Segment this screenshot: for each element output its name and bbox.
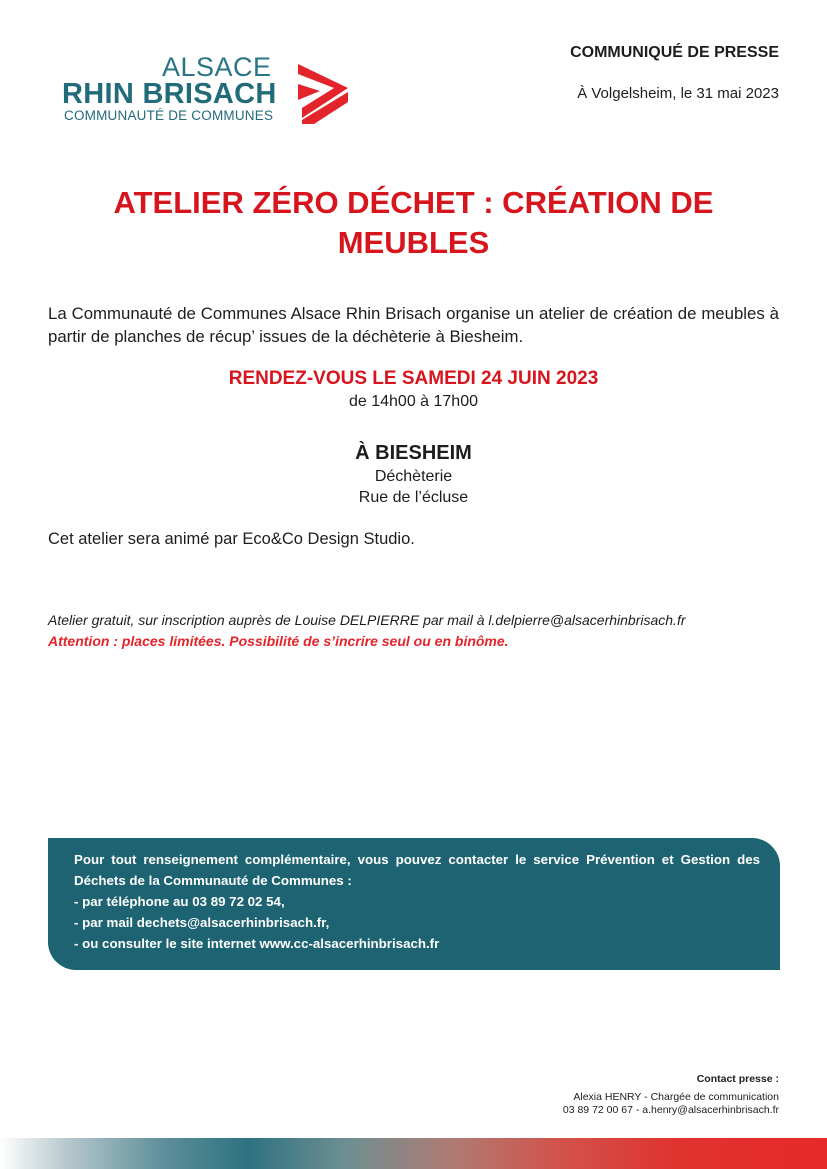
intro-paragraph [48,302,779,348]
event-hours: de 14h00 à 17h00 [348,393,478,410]
contact-heading: Contact presse : [696,1073,779,1085]
event-date: RENDEZ-VOUS LE SAMEDI 24 JUIN 2023 [228,368,599,389]
info-box-mail: - par mail dechets@alsacerhinbrisach.fr, [74,915,330,930]
event-place: À BIESHEIM [355,442,472,464]
chevron-logo-icon [298,58,352,124]
info-box-site: - ou consulter le site internet www.cc-alsacerhinbrisach.fr [74,936,440,951]
decorative-gradient-bar [0,1138,827,1169]
dateline: À Volgelsheim, le 31 mai 2023 [577,85,779,102]
info-box [48,838,780,970]
info-box-intro: Pour tout renseignement complémentaire, vous pouvez contacter le service Prévention et Gestion des Déchets de la Communauté de Communes : [74,852,760,888]
info-box-phone: - par téléphone au 03 89 72 02 54, [74,894,285,909]
event-address-line-2: Rue de l’écluse [358,489,469,506]
page-title [48,183,779,263]
logo-line-alsace: ALSACE [162,52,272,82]
animator-text: Cet atelier sera animé par Eco&Co Design Studio. [48,530,415,548]
logo-line-communaute: COMMUNAUTÉ DE COMMUNES [64,108,274,123]
alsace-rhin-brisach-logo [62,52,362,128]
title-line-2: MEUBLES [337,225,490,260]
event-address-line-1: Déchèterie [374,468,453,485]
contact-details: 03 89 72 00 67 - a.henry@alsacerhinbrisach.fr [562,1104,779,1116]
info-box-content [74,849,760,954]
title-line-1: ATELIER ZÉRO DÉCHET : CRÉATION DE [113,185,714,220]
contact-name: Alexia HENRY - Chargée de communication [573,1091,779,1103]
press-contact [563,1073,779,1117]
intro-text: La Communauté de Communes Alsace Rhin Brisach organise un atelier de création de meubles à partir de planches de récup’ issues de la déchèterie à Biesheim. [48,304,779,346]
press-release-label: COMMUNIQUÉ DE PRESSE [570,44,779,61]
attention-text: Attention : places limitées. Possibilité de s’incrire seul ou en binôme. [48,633,509,649]
registration-text: Atelier gratuit, sur inscription auprès de Louise DELPIERRE par mail à l.delpierre@alsacerhinbrisach.fr [48,612,686,628]
logo-line-rhin-brisach: RHIN BRISACH [62,78,277,110]
